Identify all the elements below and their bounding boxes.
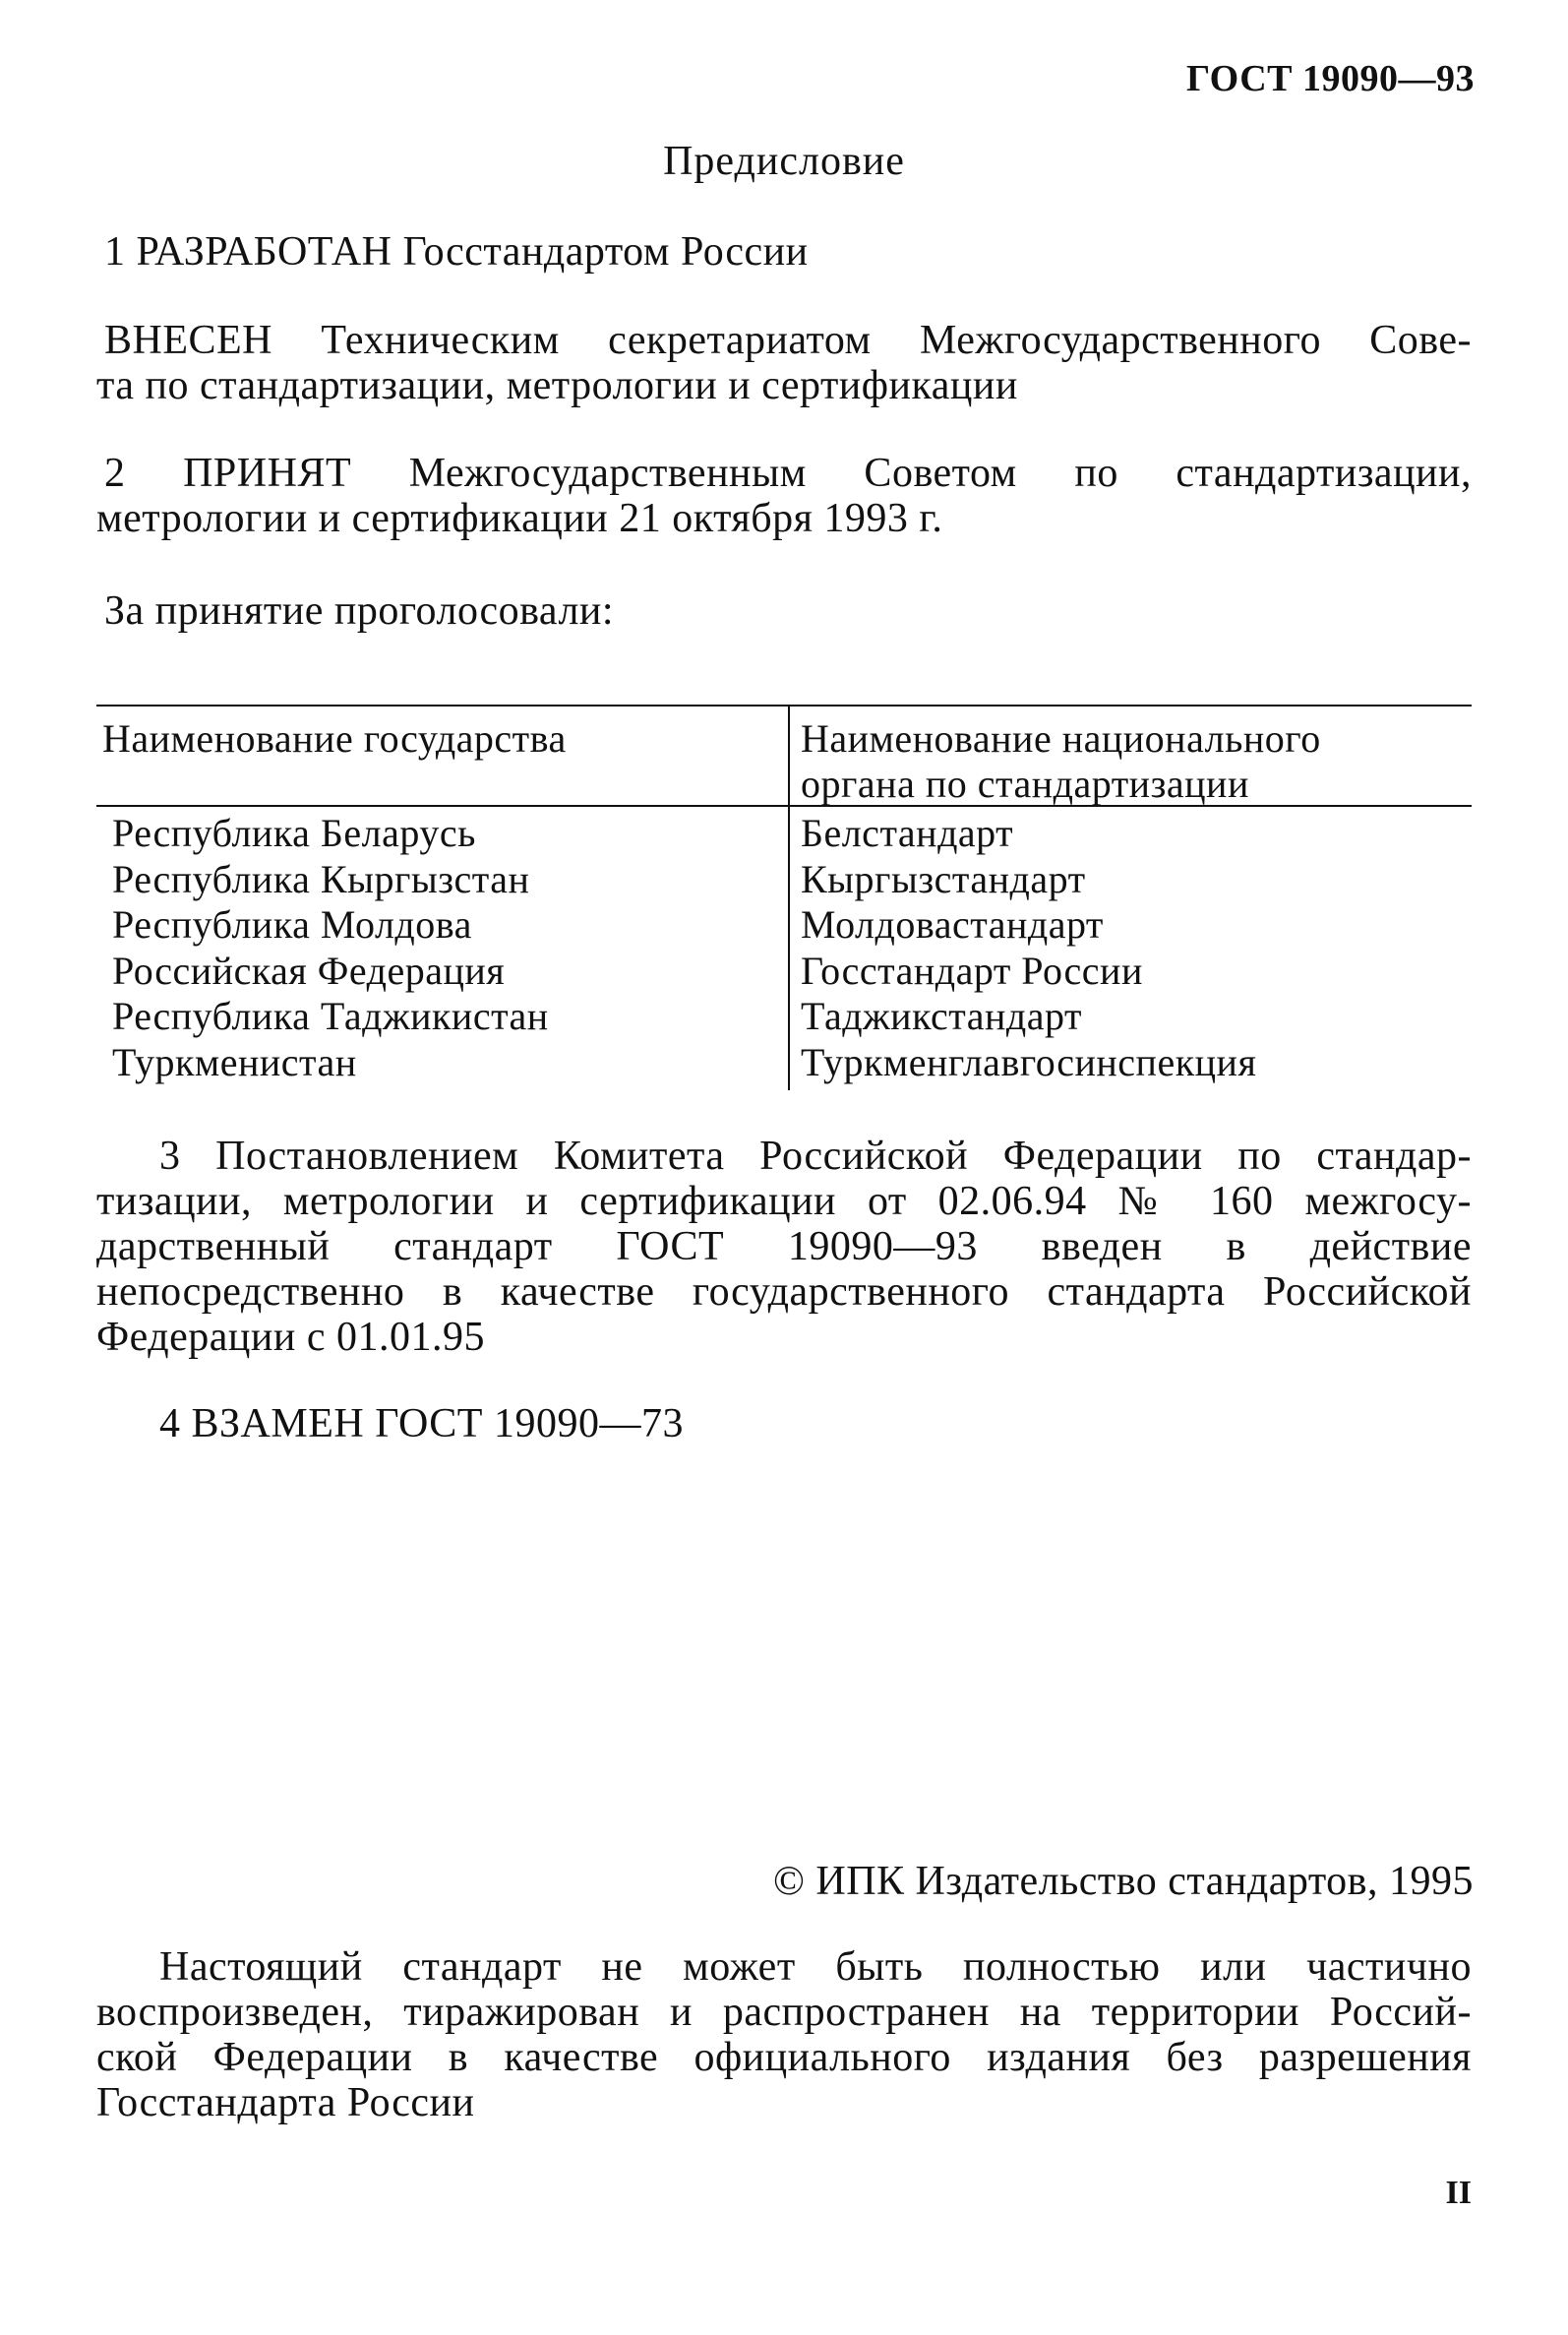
section-3-line-4: непосредственно в качестве государственного стандарта Российской [96, 1269, 1472, 1315]
table-header-body-line-1: Наименование национального [801, 716, 1321, 761]
voted-text: За принятие проголосовали: [104, 588, 615, 634]
introduced-line-2: та по стандартизации, метрологии и сертификации [96, 363, 1018, 408]
table-cell-body: Кыргызстандарт [801, 856, 1086, 901]
section-3-line-5: Федерации с 01.01.95 [96, 1315, 485, 1360]
section-4-text: 4 ВЗАМЕН ГОСТ 19090—73 [159, 1401, 684, 1446]
table-header-body-line-2: органа по стандартизации [801, 762, 1249, 806]
section-introduced [96, 318, 1472, 408]
table-header-body [801, 716, 1321, 807]
table-column-divider [788, 705, 790, 1090]
notice-line-2: воспроизведен, тиражирован и распространен на территории Россий- [96, 1990, 1472, 2035]
section-1-developed [96, 229, 1472, 275]
table-cell-state: Республика Беларусь [112, 811, 476, 855]
document-code-header: ГОСТ 19090—93 [1185, 58, 1475, 99]
page-title: Предисловие [663, 139, 905, 184]
section-3-line-3: дарственный стандарт ГОСТ 19090—93 введен в действие [96, 1224, 1472, 1269]
table-cell-state: Туркменистан [112, 1039, 357, 1084]
introduced-line-1: ВНЕСЕН Техническим секретариатом Межгосударственного Сове- [104, 318, 1472, 363]
table-cell-body: Белстандарт [801, 811, 1014, 855]
table-cell-body: Молдовастандарт [801, 902, 1104, 947]
section-3-decree [96, 1134, 1472, 1360]
table-top-rule [96, 705, 1472, 707]
table-cell-state: Республика Молдова [112, 902, 472, 947]
notice-line-1: Настоящий стандарт не может быть полностью или частично [159, 1944, 1472, 1990]
section-3-line-2: тизации, метрологии и сертификации от 02.06.94 № 160 межгосу- [96, 1179, 1472, 1224]
copyright-notice: © ИПК Издательство стандартов, 1995 [772, 1859, 1474, 1904]
table-column-states [112, 811, 549, 1085]
notice-line-4: Госстандарта России [96, 2080, 475, 2125]
section-2-line-2: метрологии и сертификации 21 октября 1993 г. [96, 496, 943, 541]
voted-label [96, 588, 1472, 634]
notice-line-3: ской Федерации в качестве официального издания без разрешения [96, 2035, 1472, 2080]
section-2-accepted [96, 451, 1472, 541]
table-cell-body: Таджикстандарт [801, 994, 1082, 1038]
section-2-line-1: 2 ПРИНЯТ Межгосударственным Советом по стандартизации, [104, 451, 1472, 496]
section-3-line-1: 3 Постановлением Комитета Российской Федерации по стандар- [159, 1134, 1472, 1179]
table-cell-state: Республика Кыргызстан [112, 856, 530, 901]
section-1-text: 1 РАЗРАБОТАН Госстандартом России [104, 229, 809, 275]
table-column-bodies [801, 811, 1256, 1085]
reproduction-notice [96, 1944, 1472, 2125]
table-cell-body: Госстандарт России [801, 948, 1143, 993]
page-number: II [1445, 2175, 1472, 2211]
table-cell-body: Туркменглавгосинспекция [801, 1039, 1257, 1084]
table-header-state: Наименование государства [102, 716, 567, 761]
section-4-replaces [96, 1401, 1472, 1446]
table-cell-state: Республика Таджикистан [112, 994, 549, 1038]
table-cell-state: Российская Федерация [112, 948, 506, 993]
